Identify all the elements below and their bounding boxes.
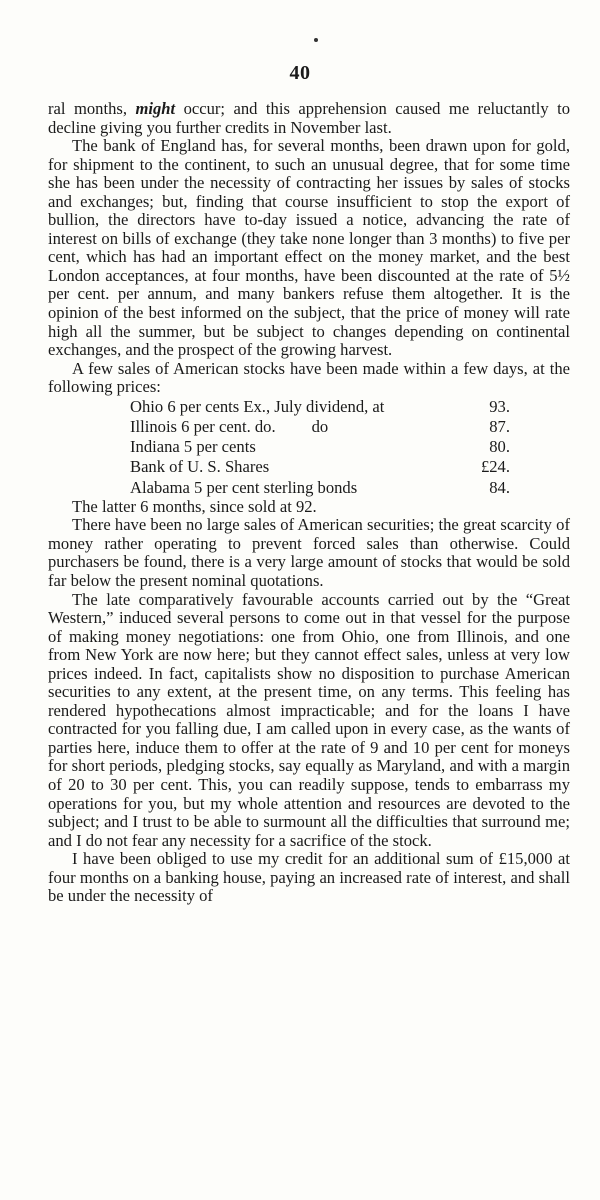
paragraph-american-stocks: A few sales of American stocks have been made within a few days, at the following prices: [48, 358, 570, 397]
price-row-value: 84. [489, 477, 510, 497]
price-row-label: Alabama 5 per cent sterling bonds [130, 477, 358, 497]
paragraph-no-large-sales: There have been no large sales of American securities; the great scarcity of money rather operating to prevent forced sales than otherwise. Could purchasers be found, there is a very large amount of stocks that would be sold far below the present nominal quotations. [48, 515, 570, 590]
price-row-label: Ohio 6 per cents Ex., July dividend, at [130, 396, 385, 416]
price-table [130, 397, 510, 498]
paragraph-continuation [48, 100, 570, 137]
price-row [130, 478, 510, 498]
price-row-value: 80. [489, 437, 510, 457]
price-row-label: Indiana 5 per cents [130, 437, 256, 457]
price-row [130, 457, 510, 477]
print-mark [314, 38, 318, 42]
price-row [130, 397, 510, 417]
price-row [130, 417, 510, 437]
body-text [48, 100, 570, 906]
price-row [130, 437, 510, 457]
paragraph-great-western: The late comparatively favourable accounts carried out by the “Great Western,” induced several persons to come out in that vessel for the purpose of making money negotiations: one from Ohio, one from Illinois, and one from New York are now here; but they cannot effect sales, unless at very low prices indeed. In fact, capitalists show no disposition to purchase American securities to any extent, at the present time, on any terms. This feeling has rendered hypothecations almost impracticable; and for the loans I have contracted for you falling due, I am called upon in every case, as the wants of parties here, induce them to offer at the rate of 9 and 10 per cent for moneys for short periods, pledging stocks, say equally as Maryland, and with a margin of 20 to 30 per cent. This, you can readily suppose, tends to embarrass my operations for you, but my whole attention and resources are devoted to the subject; and I trust to be able to surmount all the difficulties that surround me; and I do not fear any necessity for a sacrifice of the stock. [48, 589, 570, 850]
price-row-ditto: do [311, 416, 329, 436]
paragraph-bank-of-england: The bank of England has, for several months, been drawn upon for gold, for shipment to the continent, to such an unusual degree, that for some time she has been under the necessity of contracting her issues by sales of stocks and exchanges; but, finding that course insufficient to stop the export of bullion, the directors have to-day issued a notice, advancing the rate of interest on bills of exchange (they take none longer than 3 months) to five per cent, which has had an important effect on the money market, and the best London acceptances, at four months, have been discounted at the rate of 5½ per cent. per annum, and many bankers refuse them altogether. It is the opinion of the best informed on the subject, that the price of money will rate high all the summer, but be subject to changes depending on continental exchanges, and the prospect of the growing harvest. [48, 136, 570, 360]
price-row-label-text: Illinois 6 per cent. do. [130, 416, 276, 436]
paragraph-1-end: occur; and this apprehension caused me reluctantly to decline giving you further credits in November last. [48, 99, 570, 137]
price-row-label: Bank of U. S. Shares [130, 457, 270, 477]
paragraph-1-emphasis: might [135, 99, 176, 118]
price-row-label [130, 417, 450, 437]
price-row-value: 93. [489, 396, 510, 416]
paragraph-1-start: ral months, [48, 99, 136, 118]
paragraph-credit: I have been obliged to use my credit for an additional sum of £15,000 at four months on a banking house, paying an increased rate of interest, and shall be under the necessity of [48, 849, 570, 906]
page-number: 40 [289, 62, 311, 84]
paragraph-latter-note: The latter 6 months, since sold at 92. [72, 496, 317, 516]
price-row-value: 87. [489, 416, 510, 436]
price-row-value: £24. [480, 457, 510, 477]
